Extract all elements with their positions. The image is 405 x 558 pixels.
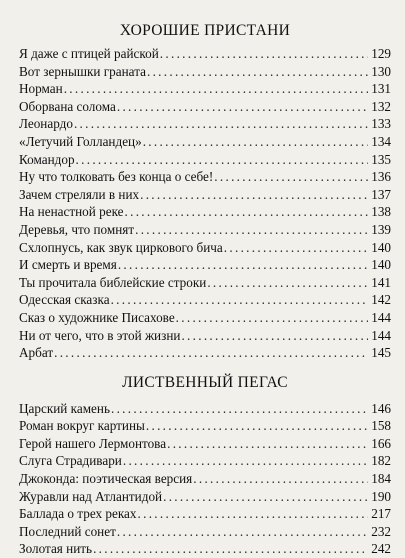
toc-entry-page: 144	[371, 309, 391, 325]
toc-entry-title: Арбат	[19, 345, 54, 361]
toc-entry	[19, 400, 391, 418]
toc-entry-title: Одесская сказка	[19, 292, 110, 308]
toc-entry	[19, 327, 391, 345]
toc-entry-page: 141	[371, 274, 391, 290]
toc-entry-title: Норман	[19, 81, 63, 97]
toc-entry-page: 184	[371, 471, 391, 487]
toc-entry	[19, 221, 391, 239]
toc-entry	[19, 256, 391, 274]
toc-entry-page: 140	[371, 257, 391, 273]
toc-entry-title: Царский камень	[19, 400, 110, 416]
toc-entry-title: Вот зернышки граната	[19, 63, 146, 79]
section-title-khoroshie-pristani: ХОРОШИЕ ПРИСТАНИ	[119, 22, 291, 39]
leader-dots	[123, 452, 368, 470]
leader-dots	[207, 274, 368, 292]
toc-entry-page: 133	[371, 116, 391, 132]
leader-dots	[163, 488, 368, 506]
toc-list-1	[19, 45, 391, 362]
toc-entry-title: Джоконда: поэтическая версия	[19, 471, 193, 487]
section-title-listvennyi-pegas: ЛИСТВЕННЫЙ ПЕГАС	[122, 373, 288, 391]
toc-entry-page: 232	[371, 523, 391, 539]
toc-entry-page: 131	[371, 81, 391, 97]
toc-entry-title: На ненастной реке	[19, 204, 124, 220]
leader-dots	[76, 151, 368, 169]
toc-entry-title: Журавли над Атлантидой	[19, 488, 163, 504]
toc-entry-title: Оборвана солома	[19, 98, 116, 114]
toc-entry	[19, 309, 391, 327]
toc-entry	[19, 344, 391, 362]
toc-entry-page: 130	[371, 63, 391, 79]
toc-entry-page: 129	[371, 46, 391, 61]
toc-entry	[19, 523, 391, 541]
toc-entry	[19, 168, 391, 186]
toc-entry	[19, 488, 391, 506]
toc-entry	[19, 63, 391, 81]
toc-entry-page: 146	[371, 400, 391, 416]
leader-dots	[64, 80, 368, 98]
toc-entry	[19, 274, 391, 292]
toc-entry-page: 182	[371, 453, 391, 469]
toc-entry	[19, 291, 391, 309]
toc-entry	[19, 239, 391, 257]
leader-dots	[181, 327, 368, 345]
toc-entry-page: 139	[371, 221, 391, 237]
toc-entry	[19, 470, 391, 488]
toc-entry	[19, 203, 391, 221]
toc-entry	[19, 452, 391, 470]
toc-entry-title: Герой нашего Лермонтова	[19, 435, 167, 451]
toc-entry	[19, 133, 391, 151]
toc-entry-title: Ну что толковать без конца о себе!	[19, 169, 214, 185]
toc-entry-page: 242	[371, 541, 391, 557]
toc-entry	[19, 435, 391, 453]
leader-dots	[193, 470, 368, 488]
leader-dots	[167, 435, 368, 453]
toc-entry-title: Я даже с птицей райской	[19, 46, 159, 61]
toc-entry-page: 166	[371, 435, 391, 451]
toc-entry	[19, 151, 391, 169]
toc-entry-title: Сказ о художнике Писахове	[19, 309, 175, 325]
toc-entry	[19, 98, 391, 116]
toc-entry-page: 135	[371, 151, 391, 167]
toc-entry-title: Золотая нить	[19, 541, 93, 557]
toc-entry	[19, 186, 391, 204]
toc-entry-title: Ни от чего, что в этой жизни	[19, 327, 181, 343]
leader-dots	[146, 417, 368, 435]
leader-dots	[135, 221, 368, 239]
leader-dots	[214, 168, 368, 186]
leader-dots	[111, 291, 368, 309]
toc-entry-title: Деревья, что помнят	[19, 221, 135, 237]
toc-entry-page: 217	[371, 506, 391, 522]
leader-dots	[160, 45, 368, 63]
leader-dots	[111, 400, 368, 418]
toc-entry-title: Ты прочитала библейские строки	[19, 274, 207, 290]
toc-entry-title: Роман вокруг картины	[19, 418, 145, 434]
toc-entry-page: 190	[371, 488, 391, 504]
leader-dots	[147, 63, 368, 81]
toc-entry-title: Зачем стреляли в них	[19, 186, 140, 202]
toc-entry-title: «Летучий Голландец»	[19, 133, 142, 149]
toc-entry-title: Последний сонет	[19, 523, 116, 539]
toc-entry-page: 136	[371, 169, 391, 185]
toc-entry-title: И смерть и время	[19, 257, 117, 273]
leader-dots	[224, 239, 368, 257]
toc-entry-page: 140	[371, 239, 391, 255]
leader-dots	[138, 505, 369, 523]
leader-dots	[118, 256, 368, 274]
toc-entry	[19, 115, 391, 133]
toc-entry-title: Баллада о трех реках	[19, 506, 137, 522]
toc-list-2	[19, 400, 391, 558]
toc-entry-title: Командор	[19, 151, 75, 167]
toc-entry-title: Слуга Страдивари	[19, 453, 122, 469]
toc-entry	[19, 45, 391, 63]
toc-entry	[19, 80, 391, 98]
leader-dots	[140, 186, 368, 204]
toc-entry-page: 137	[371, 186, 391, 202]
leader-dots	[54, 344, 368, 362]
toc-entry-page: 158	[371, 418, 391, 434]
leader-dots	[143, 133, 368, 151]
leader-dots	[117, 98, 368, 116]
toc-entry-page: 142	[371, 292, 391, 308]
leader-dots	[117, 523, 368, 541]
toc-entry	[19, 417, 391, 435]
toc-entry-page: 145	[371, 345, 391, 361]
toc-entry-title: Леонардо	[19, 116, 73, 132]
toc-entry-page: 138	[371, 204, 391, 220]
leader-dots	[93, 540, 368, 558]
toc-entry	[19, 505, 391, 523]
leader-dots	[74, 115, 368, 133]
leader-dots	[125, 203, 369, 221]
leader-dots	[176, 309, 368, 327]
toc-entry-title: Схлопнусь, как звук циркового бича	[19, 239, 223, 255]
toc-entry-page: 144	[371, 327, 391, 343]
toc-entry-page: 134	[371, 133, 391, 149]
toc-entry-page: 132	[371, 98, 391, 114]
toc-entry	[19, 540, 391, 558]
